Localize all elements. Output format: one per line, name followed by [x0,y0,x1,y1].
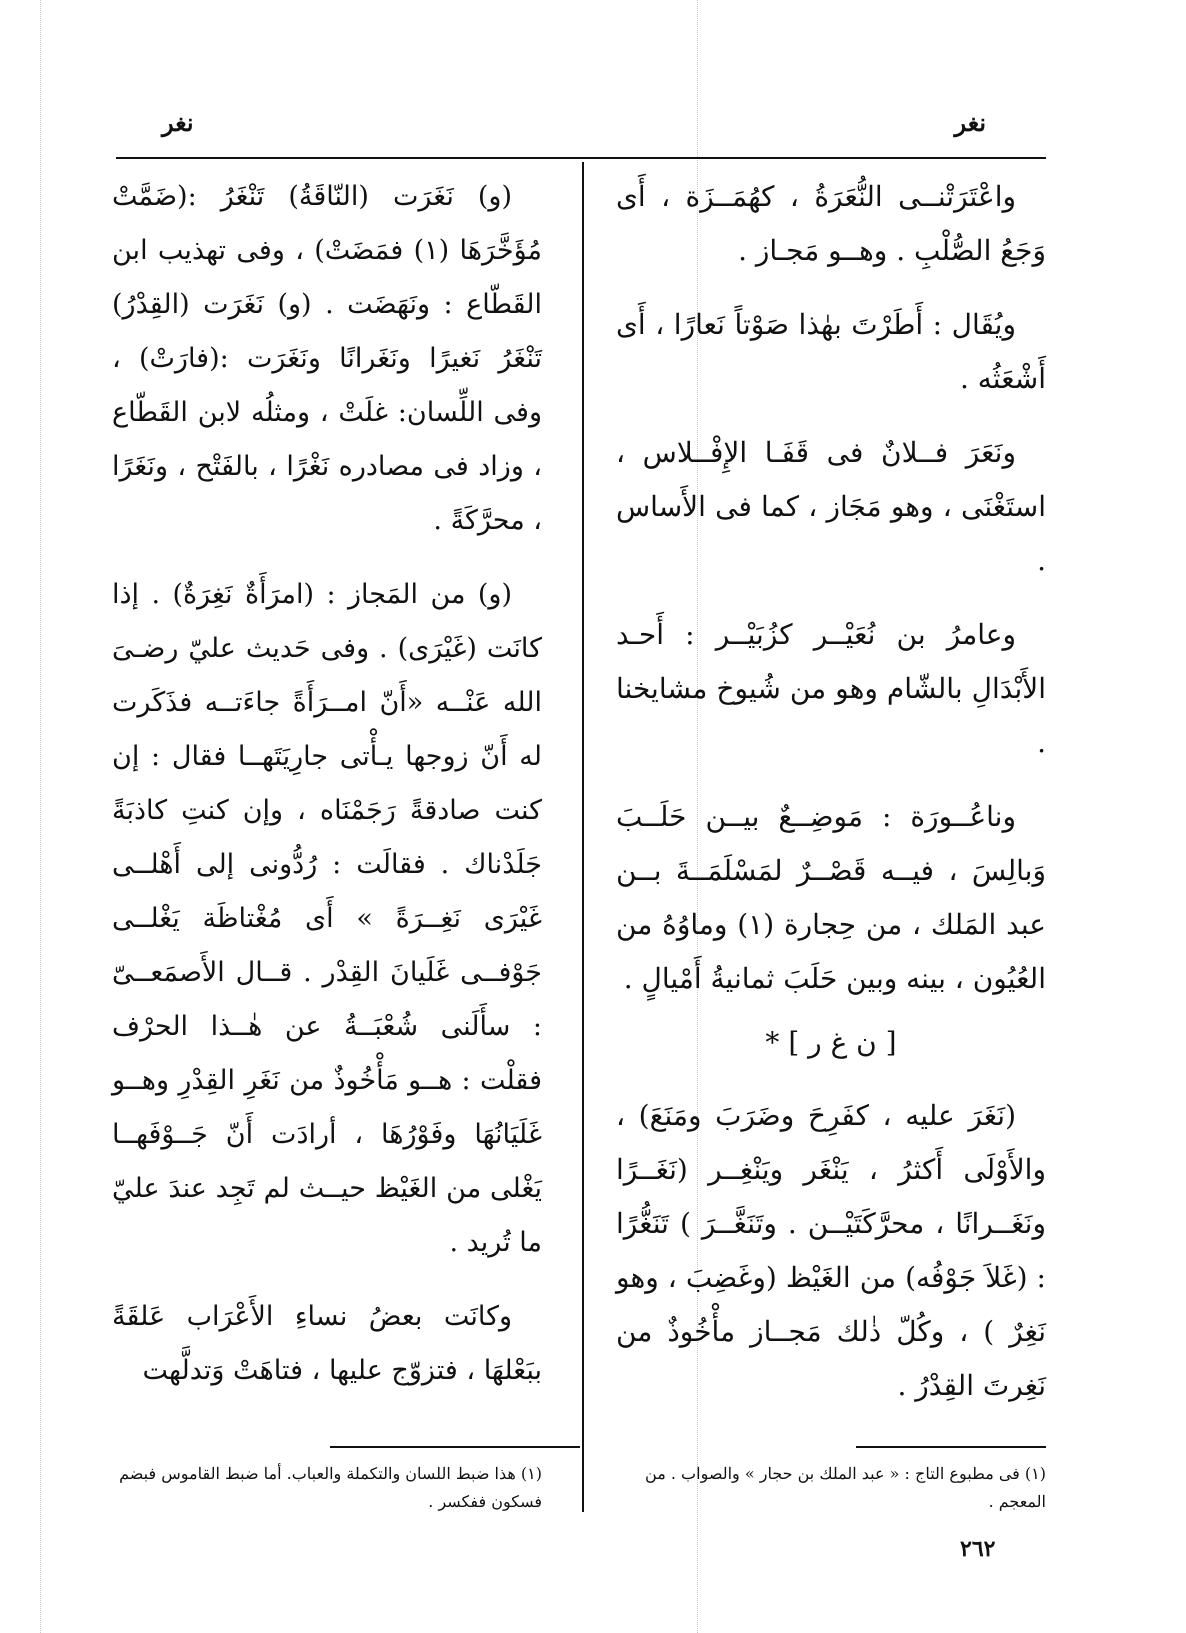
running-head-left: نغر [162,108,194,137]
footnote-left: (١) هذا ضبط اللسان والتكملة والعباب. أما ضبط القاموس فبضم فسكون ففكسر . [119,1464,542,1511]
running-head-right: نغر [954,108,986,137]
entry-paragraph: (و) نَغَرَت (النّاقَةُ) تَنْغَرُ :(ضَمَّتْ مُؤَخَّرَهَا (١) فمَضَتْ) ، وفى تهذيب ابن القَطّاع : ونَهَضَت . (و) نَغَرَت (القِدْرُ) تَنْغَرُ نَغيرًا ونَغَرانًا ونَغَرَت :(فارَتْ) ، وفى اللِّسان: غلَتْ ، ومثلُه لابن القَطّاع ، وزاد فى مصادره نَغْرًا ، بالفَتْح ، ونَغَرًا ، محرَّكَةً . [112,181,542,536]
footnote-rule-left [330,1446,580,1448]
entry-paragraph: (و) من المَجاز : (امرَأَةٌ نَغِرَةٌ) . إذا كانَت (غَيْرَى) . وفى حَديث عليّ رضـىَ الله عَنْــه «أَنّ امــرَأَةً جاءَتــه فذَكَرت له أَنّ زوجها يـأْتى جارِيَتَهــا فقال : إن كنت صادقةً رَجَمْنَاه ، وإن كنتِ كاذبَةً جَلَدْناك . فقالَت : رُدُّونى إلى أَهْلــى غَيْرَى نَغِــرَةً » أَى مُغْتاظَة يَغْلــى جَوْفــى غَلَيانَ القِدْر . قــال الأَصمَعــىّ : سأَلَنى شُعْبَــةُ عن هٰــذا الحرْف فقلْت : هــو مَأْخُوذٌ من نَغَرِ القِدْرِ وهــو غَلَيَانُهَا وفَوْرُهَا ، أرادَت أَنّ جَــوْفَهــا يَغْلى من الغَيْظ حيــث لم تَجِد عندَ عليّ ما تُريد . [112,579,542,1258]
entry-paragraph: ويُقَال : أَطَرْتَ بهٰذا صَوْتاً نَعارًا ، أَى أَشْعَثُه . [616,308,1046,395]
entry-heading: [ ن غ ر ] * [765,1026,897,1059]
entry-paragraph: وعامرُ بن نُعَيْــر كزُبَيْــر : أَحـد الأَبْدَالِ بالشّام وهو من شُيوخ مشايخنا . [616,618,1046,759]
entry-paragraph: وكانَت بعضُ نساءِ الأَعْرَاب عَلقَةً ببَعْلهَا ، فتزوّج عليها ، فتاهَتْ وَتدلَّهت [112,1301,542,1386]
left-column [112,170,542,1418]
footnote-right: (١) فى مطبوع التاج : « عبد الملك بن حجار » والصواب . من المعجم . [645,1464,1046,1511]
right-column [616,170,1046,1433]
scan-guide-line [40,0,41,1633]
page-number: ٢٦٢ [960,1536,996,1562]
entry-paragraph: وناعُــورَة : مَوضِــعٌ بيــن حَلَــبَ وَبالِسَ ، فيــه قَصْــرٌ لمَسْلَمَــةَ بــن عبد المَلك ، من حِجارة (١) وماوُهُ من العُيُون ، بينه وبين حَلَبَ ثمانيةُ أَمْيالٍ . [616,800,1046,995]
footnote-rule-right [856,1446,1046,1448]
entry-paragraph: (نَغَرَ عليه ، كفَرِحَ وضَرَبَ ومَنَعَ) ، والأَوْلَى أَكثرُ ، يَنْغَر ويَنْغِــر (نَغَــرًا ونَغَــرانًا ، محرَّكَتَيْــن . وتَنَغَّــرَ ) تَنَغُّرًا : (غَلاَ جَوْفُه) من الغَيْظ (وغَضِبَ ، وهو نَغِرٌ ) ، وكُلّ ذٰلك مَجــاز مأْخُوذٌ من نَغِرتَ القِدْرُ . [616,1099,1046,1402]
entry-paragraph: ونَعَرَ فــلانٌ فى قَفَـا الإِفْــلاس ، استَغْنَى ، وهو مَجَاز ، كما فى الأَساس . [616,436,1046,577]
entry-paragraph: واعْتَرَتْنــى النُّعَرَةُ ، كهُمَــزَة ، أَى وَجَعُ الصُّلْبِ . وهــو مَجـاز . [616,180,1046,267]
column-divider [582,162,584,1512]
header-rule [116,157,1046,159]
